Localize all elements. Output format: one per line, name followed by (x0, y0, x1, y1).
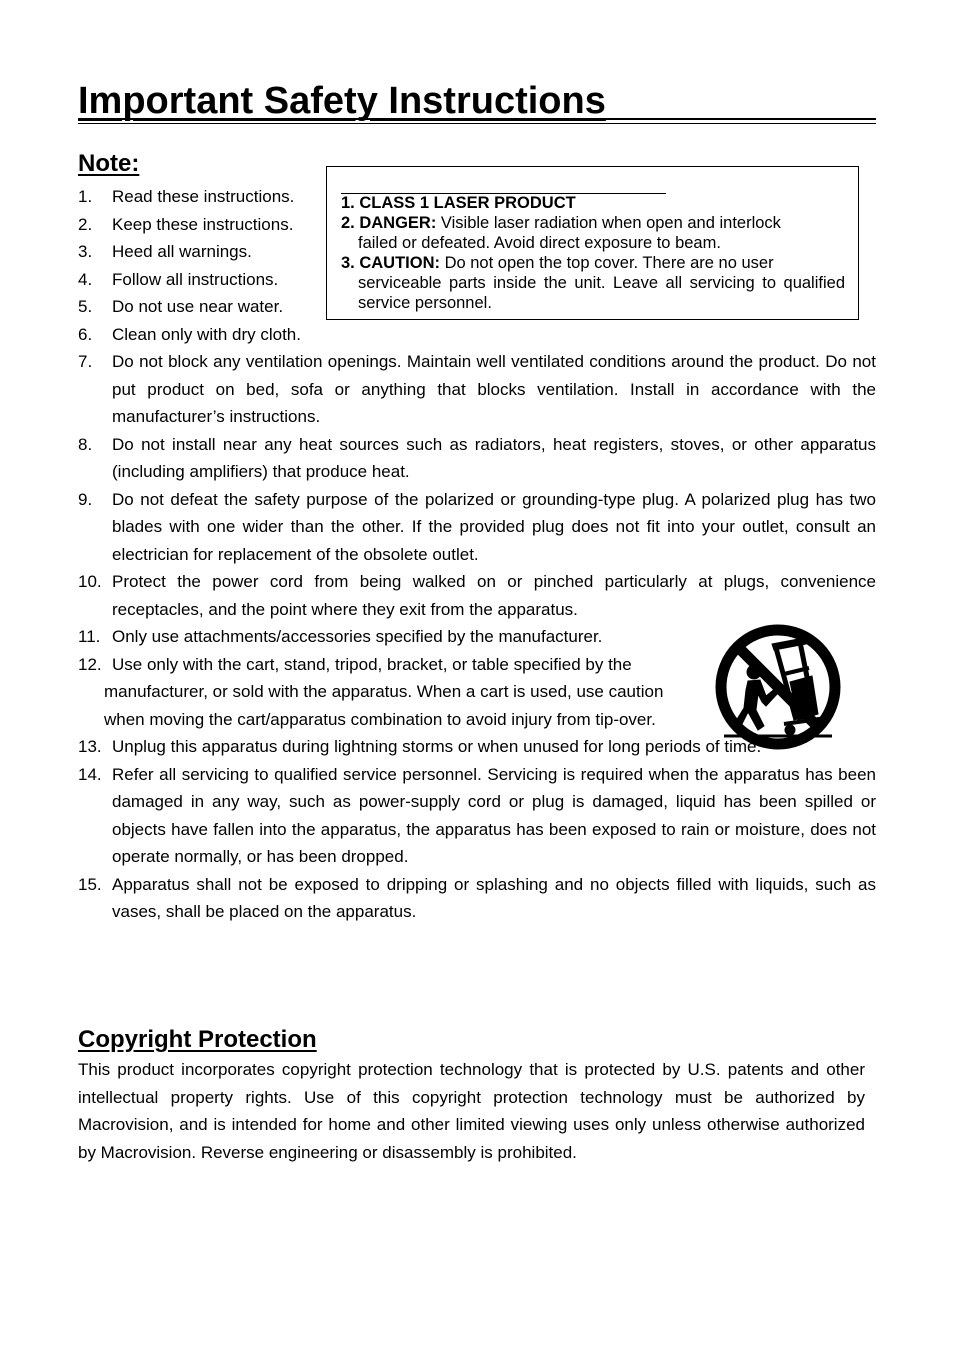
list-item-text: Read these instructions. (112, 187, 295, 206)
list-item-text: Clean only with dry cloth. (112, 324, 301, 344)
list-item-text: Follow all instructions. (112, 269, 279, 289)
list-item-number: 15. (78, 874, 102, 894)
list-item-number: 5. (78, 297, 93, 316)
list-item-text: Keep these instructions. (112, 214, 294, 234)
list-item (78, 486, 876, 569)
list-item (78, 431, 876, 486)
list-item (78, 761, 876, 871)
warning-danger-text: Visible laser radiation when open and interlock (436, 214, 781, 232)
list-item-number: 10. (78, 572, 102, 591)
list-item-text: Unplug this apparatus during lightning storms or when unused for long periods of time. (112, 737, 762, 756)
warning-caution-text: Do not open the top cover. There are no user (440, 254, 774, 272)
list-item-text: Apparatus shall not be exposed to dripping or splashing and no objects filled with liquids, such as vases, shall be placed on the apparatus. (112, 874, 876, 921)
list-item-text: Protect the power cord from being walked on or pinched particularly at plugs, convenience receptacles, and the point where they exit from the apparatus. (112, 572, 876, 619)
list-item (78, 871, 876, 926)
list-item-number: 13. (78, 737, 102, 756)
list-item-number: 8. (78, 434, 93, 454)
list-item-text: Refer all servicing to qualified service personnel. Servicing is required when the apparatus has been damaged in any way, such as power-supply cord or plug is damaged, liquid has been spilled or objects have fallen into the apparatus, the apparatus has been exposed to rain or moisture, does not operate normally, or has been dropped. (112, 764, 876, 866)
list-item-text: Do not block any ventilation openings. Maintain well ventilated conditions around the product. Do not put product on bed, sofa or anything that blocks ventilation. Install in accordance with the manufacturer’s instructions. (112, 352, 876, 426)
list-item-number: 14. (78, 764, 102, 784)
list-item-text: Use only with the cart, stand, tripod, bracket, or table specified by the (112, 654, 632, 674)
warning-text-block (341, 193, 845, 313)
warning-danger (341, 213, 845, 233)
page-title: Important Safety Instructions (78, 80, 606, 122)
laser-warning-box (326, 166, 859, 320)
list-item-text: Heed all warnings. (112, 242, 252, 261)
warning-caution (341, 253, 845, 273)
list-item (78, 568, 876, 623)
list-item-number: 4. (78, 269, 93, 289)
warning-class-1: 1. CLASS 1 LASER PRODUCT (341, 194, 576, 212)
warning-caution-continued: serviceable parts inside the unit. Leave all servicing to qualified service personnel. (358, 274, 845, 312)
list-item-number: 3. (78, 242, 93, 261)
title-double-rule (78, 118, 876, 124)
list-item-number: 1. (78, 187, 93, 206)
warning-caution-label: 3. CAUTION: (341, 254, 440, 272)
list-item-number: 9. (78, 489, 93, 509)
list-item-number: 2. (78, 214, 93, 234)
list-item-text: Only use attachments/accessories specified by the manufacturer. (112, 627, 603, 646)
note-heading: Note: (78, 150, 140, 177)
warning-danger-label: 2. DANGER: (341, 214, 437, 232)
list-item (78, 348, 876, 431)
list-item-number: 11. (78, 627, 101, 646)
list-item-text: Do not defeat the safety purpose of the polarized or grounding-type plug. A polarized plug has two blades with one wider than the other. If the provided plug does not fit into your outlet, consult an electrician for replacement of the obsolete outlet. (112, 489, 876, 564)
list-item-text: Do not use near water. (112, 297, 284, 316)
list-item-text: Do not install near any heat sources such as radiators, heat registers, stoves, or other apparatus (including amplifiers) that produce heat. (112, 434, 876, 481)
warning-danger-continued: failed or defeated. Avoid direct exposure to beam. (358, 234, 721, 252)
copyright-heading: Copyright Protection (78, 1026, 317, 1053)
list-item-number: 7. (78, 352, 93, 371)
list-item-text-continued: manufacturer, or sold with the apparatus. When a cart is used, use caution when moving the cart/apparatus combination to avoid injury from tip-over. (104, 682, 664, 729)
cart-tip-over-warning-icon (714, 624, 842, 750)
list-item-number: 6. (78, 324, 93, 344)
list-item-number: 12. (78, 654, 102, 674)
copyright-body: This product incorporates copyright protection technology that is protected by U.S. patents and other intellectual property rights. Use of this copyright protection technology must be authorized by Macrovision, and is intended for home and other limited viewing uses only unless otherwise authorized by Macrovision. Reverse engineering or disassembly is prohibited. (78, 1060, 865, 1162)
list-item (78, 321, 876, 349)
